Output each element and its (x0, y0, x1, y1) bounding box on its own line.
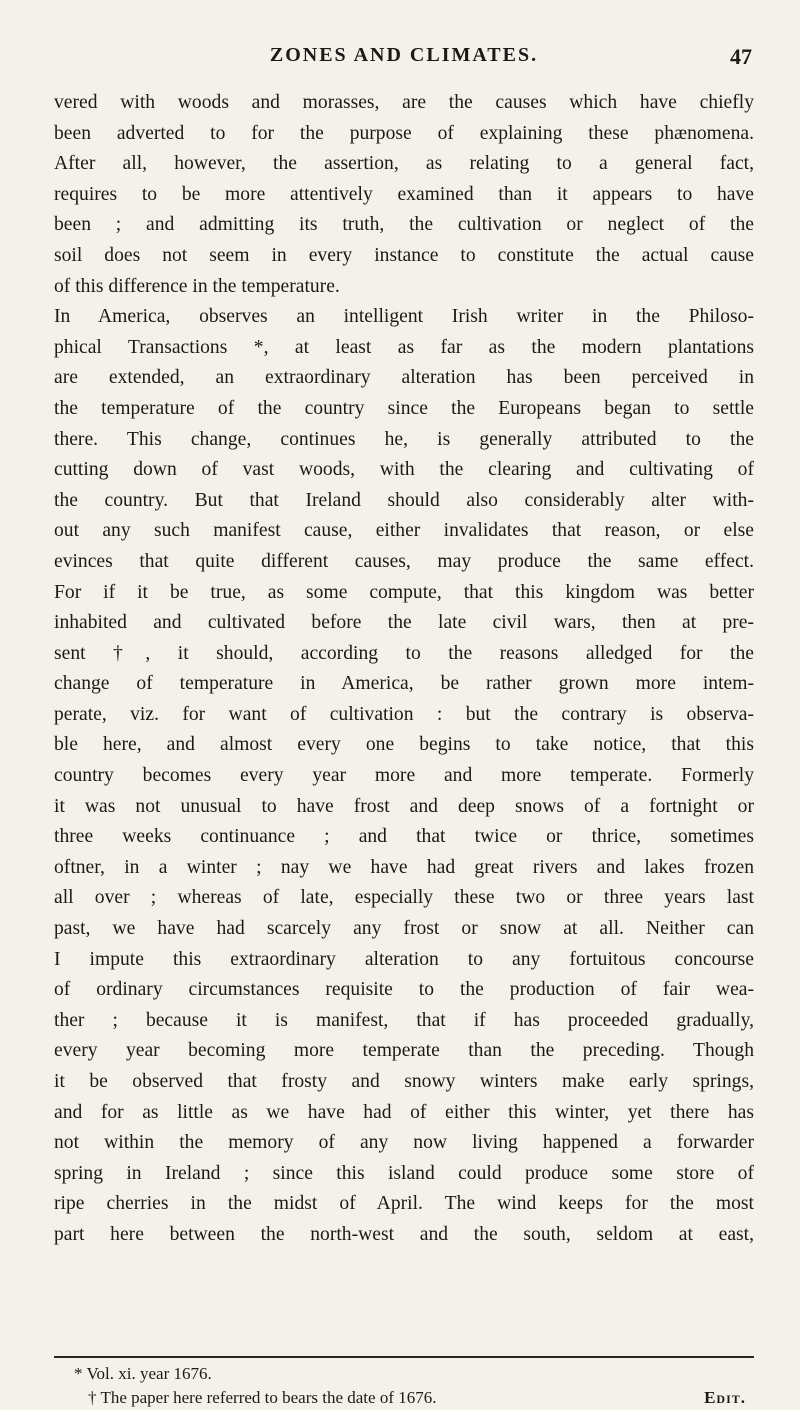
text-line: and for as little as we have had of either this winter, yet there has (54, 1101, 754, 1123)
text-line: inhabited and cultivated before the late civil wars, then at pre- (54, 612, 754, 634)
footnote-1: * Vol. xi. year 1676. (74, 1364, 212, 1383)
text-line: requires to be more attentively examined than it appears to have (54, 183, 754, 205)
page-number: 47 (730, 44, 752, 69)
text-line: there. This change, continues he, is generally attributed to the (54, 428, 754, 450)
text-line: country becomes every year more and more temperate. Formerly (54, 765, 754, 787)
text-line: After all, however, the assertion, as relating to a general fact, (54, 153, 754, 175)
text-line: three weeks continuance ; and that twice or thrice, sometimes (54, 826, 754, 848)
text-line: sent †, it should, according to the reasons alledged for the (54, 642, 754, 664)
running-head (54, 44, 754, 74)
text-line: of this difference in the temperature. (54, 275, 340, 297)
footnote-2-text: † The paper here referred to bears the date of 1676. (88, 1388, 437, 1407)
footnotes (54, 1362, 754, 1410)
text-line: are extended, an extraordinary alteration has been perceived in (54, 367, 754, 389)
text-line: In America, observes an intelligent Irish writer in the Philoso- (54, 306, 754, 328)
text-line: perate, viz. for want of cultivation : but the contrary is observa- (54, 703, 754, 725)
body-text (54, 88, 754, 1251)
text-line: out any such manifest cause, either invalidates that reason, or else (54, 520, 754, 542)
text-line: ble here, and almost every one begins to take notice, that this (54, 734, 754, 756)
text-line: soil does not seem in every instance to constitute the actual cause (54, 244, 754, 266)
text-line: every year becoming more temperate than the preceding. Though (54, 1040, 754, 1062)
text-line: it be observed that frosty and snowy winters make early springs, (54, 1071, 754, 1092)
text-line: evinces that quite different causes, may produce the same effect. (54, 550, 754, 572)
text-line: of ordinary circumstances requisite to the production of fair wea- (54, 979, 754, 1001)
text-line: all over ; whereas of late, especially these two or three years last (54, 887, 754, 909)
text-line: phical Transactions *, at least as far as the modern plantations (54, 336, 754, 358)
text-line: ripe cherries in the midst of April. The wind keeps for the most (54, 1193, 754, 1215)
text-line: it was not unusual to have frost and deep snows of a fortnight or (54, 795, 754, 817)
text-line: ther ; because it is manifest, that if has proceeded gradually, (54, 1009, 754, 1031)
text-line: part here between the north-west and the south, seldom at east, (54, 1223, 754, 1245)
text-line: been adverted to for the purpose of explaining these phænomena. (54, 122, 754, 144)
text-line: cutting down of vast woods, with the clearing and cultivating of (54, 459, 754, 481)
text-line: the temperature of the country since the Europeans began to settle (54, 397, 754, 419)
text-line: been ; and admitting its truth, the cultivation or neglect of the (54, 214, 754, 236)
text-line: not within the memory of any now living happened a forwarder (54, 1132, 754, 1154)
text-line: vered with woods and morasses, are the causes which have chiefly (54, 92, 754, 113)
footnote-signature: Edit. (704, 1388, 746, 1407)
text-line: spring in Ireland ; since this island could produce some store of (54, 1162, 754, 1184)
text-line: oftner, in a winter ; nay we have had great rivers and lakes frozen (54, 856, 754, 878)
text-line: For if it be true, as some compute, that this kingdom was better (54, 581, 754, 603)
text-line: past, we have had scarcely any frost or snow at all. Neither can (54, 918, 754, 940)
text-line: change of temperature in America, be rather grown more intem- (54, 673, 754, 695)
text-line: I impute this extraordinary alteration to any fortuitous concourse (54, 948, 754, 970)
running-title: ZONES AND CLIMATES. (269, 44, 539, 66)
text-line: the country. But that Ireland should also considerably alter with- (54, 489, 754, 511)
footnote-rule (54, 1356, 754, 1358)
footnote-2 (54, 1386, 754, 1410)
